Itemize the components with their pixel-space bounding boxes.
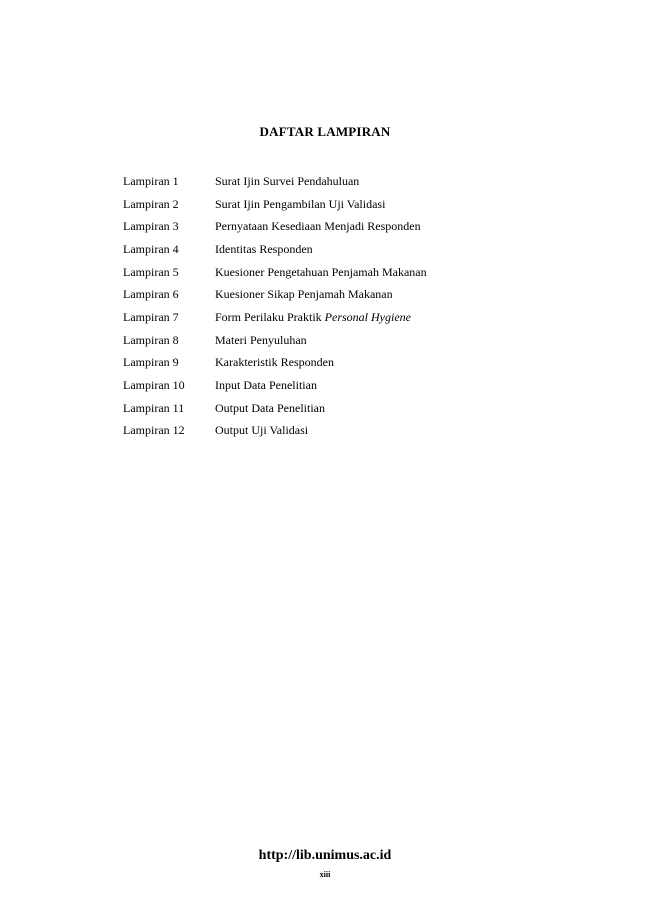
lampiran-label: Lampiran 12: [123, 423, 185, 438]
lampiran-label: Lampiran 7: [123, 309, 179, 324]
list-item: [123, 329, 543, 352]
lampiran-title: Kuesioner Pengetahuan Penjamah Makanan: [215, 264, 427, 279]
list-item: [123, 193, 543, 216]
lampiran-title: Surat Ijin Survei Pendahuluan: [215, 173, 360, 188]
lampiran-title: Output Uji Validasi: [215, 423, 309, 438]
lampiran-title: Pernyataan Kesediaan Menjadi Responden: [215, 219, 421, 234]
lampiran-title: Form Perilaku Praktik Personal Hygiene: [215, 309, 411, 324]
lampiran-label: Lampiran 9: [123, 355, 179, 370]
list-item: [123, 170, 543, 193]
lampiran-label: Lampiran 11: [123, 400, 185, 415]
list-item: [123, 397, 543, 420]
list-item: [123, 352, 543, 375]
list-item: [123, 215, 543, 238]
lampiran-title: Input Data Penelitian: [215, 378, 317, 393]
list-item: [123, 420, 543, 443]
lampiran-title: Surat Ijin Pengambilan Uji Validasi: [215, 196, 386, 211]
lampiran-title: Output Data Penelitian: [215, 400, 325, 415]
lampiran-list: [123, 170, 543, 442]
italic-term: Personal Hygiene: [324, 309, 411, 324]
lampiran-label: Lampiran 6: [123, 287, 179, 302]
lampiran-title: Karakteristik Responden: [215, 355, 334, 370]
lampiran-title: Kuesioner Sikap Penjamah Makanan: [215, 287, 393, 302]
lampiran-title: Materi Penyuluhan: [215, 332, 307, 347]
list-item: [123, 261, 543, 284]
page-number: xiii: [319, 870, 331, 879]
list-item: [123, 283, 543, 306]
lampiran-label: Lampiran 1: [123, 173, 179, 188]
list-item: [123, 374, 543, 397]
page-title: DAFTAR LAMPIRAN: [259, 124, 391, 139]
lampiran-label: Lampiran 2: [123, 196, 179, 211]
footer-url: http://lib.unimus.ac.id: [258, 848, 392, 863]
lampiran-label: Lampiran 8: [123, 332, 179, 347]
lampiran-label: Lampiran 10: [123, 378, 185, 393]
list-item: [123, 306, 543, 329]
lampiran-label: Lampiran 5: [123, 264, 179, 279]
list-item: [123, 238, 543, 261]
lampiran-label: Lampiran 4: [123, 241, 179, 256]
lampiran-label: Lampiran 3: [123, 219, 179, 234]
lampiran-title: Identitas Responden: [215, 241, 313, 256]
